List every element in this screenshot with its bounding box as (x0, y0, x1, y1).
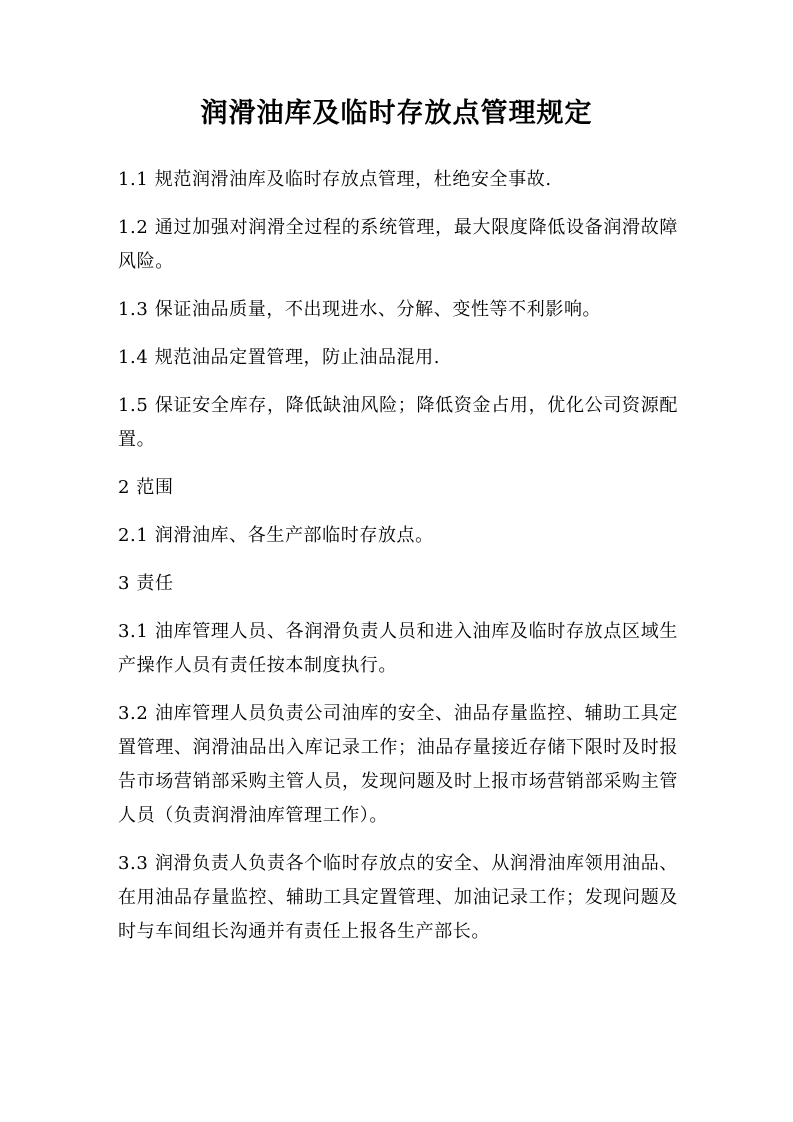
document-title: 润滑油库及临时存放点管理规定 (200, 98, 593, 129)
section-heading-scope: 2 范围 (118, 477, 174, 498)
paragraph-1-3: 1.3 保证油品质量，不出现进水、分解、变性等不利影响。 (118, 299, 602, 320)
paragraph-1-1: 1.1 规范润滑油库及临时存放点管理，杜绝安全事故. (118, 169, 552, 190)
paragraph-1-5: 1.5 保证安全库存，降低缺油风险；降低资金占用，优化公司资源配置。 (118, 395, 678, 450)
paragraph-1-2: 1.2 通过加强对润滑全过程的系统管理，最大限度降低设备润滑故障风险。 (118, 217, 678, 272)
section-heading-responsibility: 3 责任 (118, 573, 174, 594)
paragraph-2-1: 2.1 润滑油库、各生产部临时存放点。 (118, 525, 434, 546)
paragraph-3-2: 3.2 油库管理人员负责公司油库的安全、油品存量监控、辅助工具定置管理、润滑油品出入库记录工作；油品存量接近存储下限时及时报告市场营销部采购主管人员，发现问题及时上报市场营销部采购主管人员（负责润滑油库管理工作）。 (118, 703, 678, 826)
paragraph-3-1: 3.1 油库管理人员、各润滑负责人员和进入油库及临时存放点区域生产操作人员有责任按本制度执行。 (118, 621, 678, 676)
paragraph-1-4: 1.4 规范油品定置管理，防止油品混用. (118, 347, 441, 368)
document-body (118, 163, 678, 963)
paragraph-3-3: 3.3 润滑负责人负责各个临时存放点的安全、从润滑油库领用油品、在用油品存量监控、辅助工具定置管理、加油记录工作；发现问题及时与车间组长沟通并有责任上报各生产部长。 (118, 853, 678, 942)
